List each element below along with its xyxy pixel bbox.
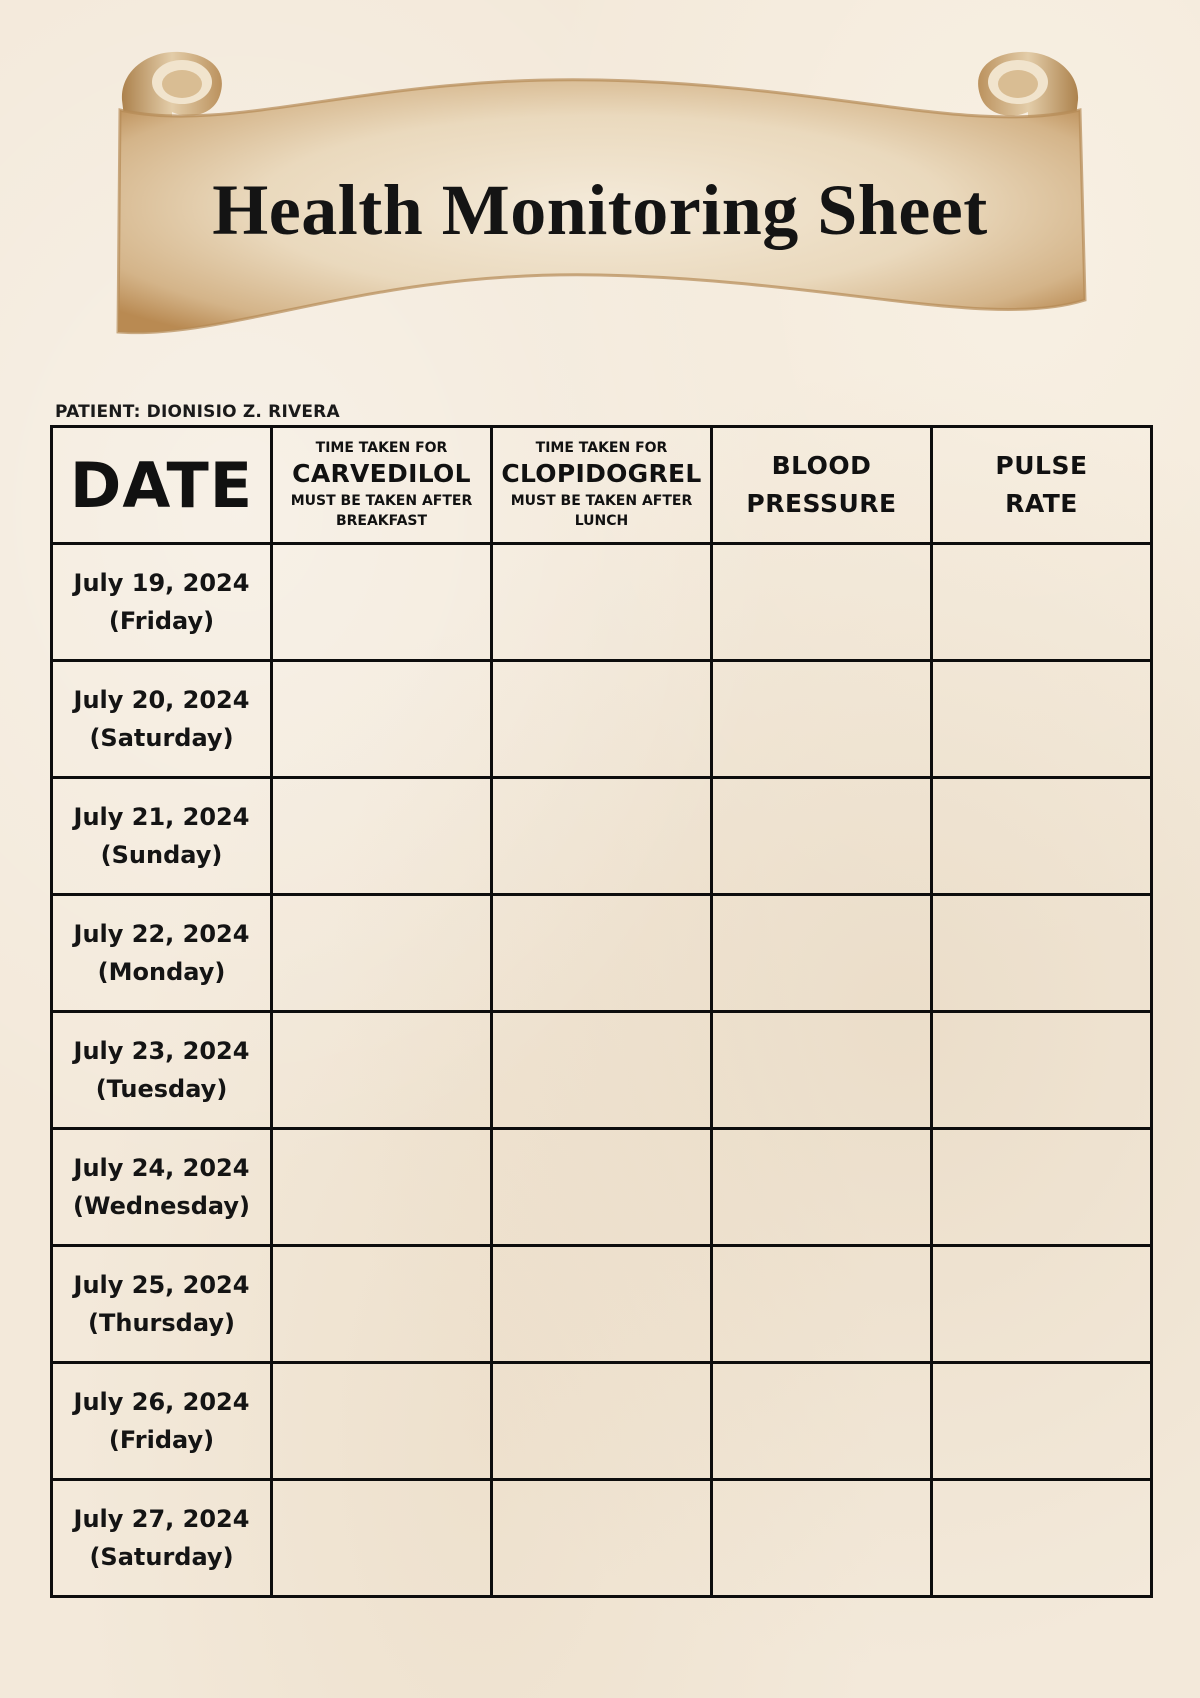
- clopidogrel-time-cell[interactable]: [492, 1246, 712, 1363]
- header-clopidogrel-note-1: MUST BE TAKEN AFTER: [510, 493, 693, 509]
- date-cell: [52, 544, 272, 661]
- row-date: July 24, 2024: [73, 1154, 250, 1182]
- table-header-row: [52, 427, 1152, 544]
- row-date: July 19, 2024: [73, 569, 250, 597]
- carvedilol-time-cell[interactable]: [272, 1480, 492, 1597]
- table-row: [52, 661, 1152, 778]
- row-day: (Thursday): [88, 1309, 235, 1337]
- pulse-rate-cell[interactable]: [932, 895, 1152, 1012]
- header-blood-pressure-line-2: PRESSURE: [746, 489, 897, 518]
- table-row: [52, 1480, 1152, 1597]
- row-date: July 25, 2024: [73, 1271, 250, 1299]
- row-day: (Sunday): [100, 841, 223, 869]
- blood-pressure-cell[interactable]: [712, 661, 932, 778]
- row-date: July 26, 2024: [73, 1388, 250, 1416]
- page-title: Health Monitoring Sheet: [212, 170, 988, 250]
- blood-pressure-cell[interactable]: [712, 1012, 932, 1129]
- header-carvedilol-note-1: MUST BE TAKEN AFTER: [290, 493, 473, 509]
- table-row: [52, 778, 1152, 895]
- date-cell: [52, 895, 272, 1012]
- row-day: (Friday): [108, 1426, 215, 1454]
- header-clopidogrel: [492, 427, 712, 544]
- pulse-rate-cell[interactable]: [932, 544, 1152, 661]
- carvedilol-time-cell[interactable]: [272, 1246, 492, 1363]
- blood-pressure-cell[interactable]: [712, 778, 932, 895]
- header-carvedilol-drug: CARVEDILOL: [292, 459, 471, 488]
- blood-pressure-cell[interactable]: [712, 1480, 932, 1597]
- date-cell: [52, 1129, 272, 1246]
- carvedilol-time-cell[interactable]: [272, 1012, 492, 1129]
- row-day: (Saturday): [89, 1543, 234, 1571]
- table-row: [52, 1363, 1152, 1480]
- pulse-rate-cell[interactable]: [932, 1012, 1152, 1129]
- header-pulse-rate-line-1: PULSE: [995, 451, 1088, 480]
- title-banner: [110, 40, 1090, 370]
- blood-pressure-cell[interactable]: [712, 1246, 932, 1363]
- header-clopidogrel-note-2: LUNCH: [574, 513, 629, 529]
- health-monitoring-table: [50, 425, 1153, 1598]
- table-row: [52, 544, 1152, 661]
- table-row: [52, 1012, 1152, 1129]
- table-row: [52, 1246, 1152, 1363]
- header-clopidogrel-drug: CLOPIDOGREL: [501, 459, 702, 488]
- header-date: [52, 427, 272, 544]
- row-day: (Saturday): [89, 724, 234, 752]
- row-date: July 27, 2024: [73, 1505, 250, 1533]
- date-cell: [52, 778, 272, 895]
- carvedilol-time-cell[interactable]: [272, 1363, 492, 1480]
- header-blood-pressure: [712, 427, 932, 544]
- row-date: July 20, 2024: [73, 686, 250, 714]
- header-carvedilol-note-2: BREAKFAST: [335, 513, 428, 529]
- patient-label: PATIENT: DIONISIO Z. RIVERA: [55, 402, 340, 422]
- header-pulse-rate-line-2: RATE: [1005, 489, 1078, 518]
- header-date-label: DATE: [69, 448, 254, 522]
- blood-pressure-cell[interactable]: [712, 895, 932, 1012]
- carvedilol-time-cell[interactable]: [272, 661, 492, 778]
- clopidogrel-time-cell[interactable]: [492, 1129, 712, 1246]
- clopidogrel-time-cell[interactable]: [492, 1363, 712, 1480]
- header-clopidogrel-pre: TIME TAKEN FOR: [535, 440, 668, 456]
- date-cell: [52, 661, 272, 778]
- table-row: [52, 895, 1152, 1012]
- clopidogrel-time-cell[interactable]: [492, 778, 712, 895]
- header-carvedilol-pre: TIME TAKEN FOR: [315, 440, 448, 456]
- row-date: July 21, 2024: [73, 803, 250, 831]
- row-date: July 23, 2024: [73, 1037, 250, 1065]
- date-cell: [52, 1480, 272, 1597]
- date-cell: [52, 1012, 272, 1129]
- clopidogrel-time-cell[interactable]: [492, 661, 712, 778]
- clopidogrel-time-cell[interactable]: [492, 895, 712, 1012]
- header-blood-pressure-line-1: BLOOD: [771, 451, 872, 480]
- pulse-rate-cell[interactable]: [932, 778, 1152, 895]
- row-day: (Monday): [97, 958, 226, 986]
- carvedilol-time-cell[interactable]: [272, 544, 492, 661]
- pulse-rate-cell[interactable]: [932, 1363, 1152, 1480]
- pulse-rate-cell[interactable]: [932, 1246, 1152, 1363]
- date-cell: [52, 1363, 272, 1480]
- carvedilol-time-cell[interactable]: [272, 778, 492, 895]
- carvedilol-time-cell[interactable]: [272, 1129, 492, 1246]
- clopidogrel-time-cell[interactable]: [492, 544, 712, 661]
- blood-pressure-cell[interactable]: [712, 544, 932, 661]
- row-date: July 22, 2024: [73, 920, 250, 948]
- row-day: (Wednesday): [73, 1192, 250, 1220]
- table-row: [52, 1129, 1152, 1246]
- blood-pressure-cell[interactable]: [712, 1129, 932, 1246]
- row-day: (Friday): [108, 607, 215, 635]
- header-pulse-rate: [932, 427, 1152, 544]
- clopidogrel-time-cell[interactable]: [492, 1480, 712, 1597]
- blood-pressure-cell[interactable]: [712, 1363, 932, 1480]
- pulse-rate-cell[interactable]: [932, 1129, 1152, 1246]
- pulse-rate-cell[interactable]: [932, 661, 1152, 778]
- pulse-rate-cell[interactable]: [932, 1480, 1152, 1597]
- header-carvedilol: [272, 427, 492, 544]
- clopidogrel-time-cell[interactable]: [492, 1012, 712, 1129]
- date-cell: [52, 1246, 272, 1363]
- carvedilol-time-cell[interactable]: [272, 895, 492, 1012]
- row-day: (Tuesday): [95, 1075, 228, 1103]
